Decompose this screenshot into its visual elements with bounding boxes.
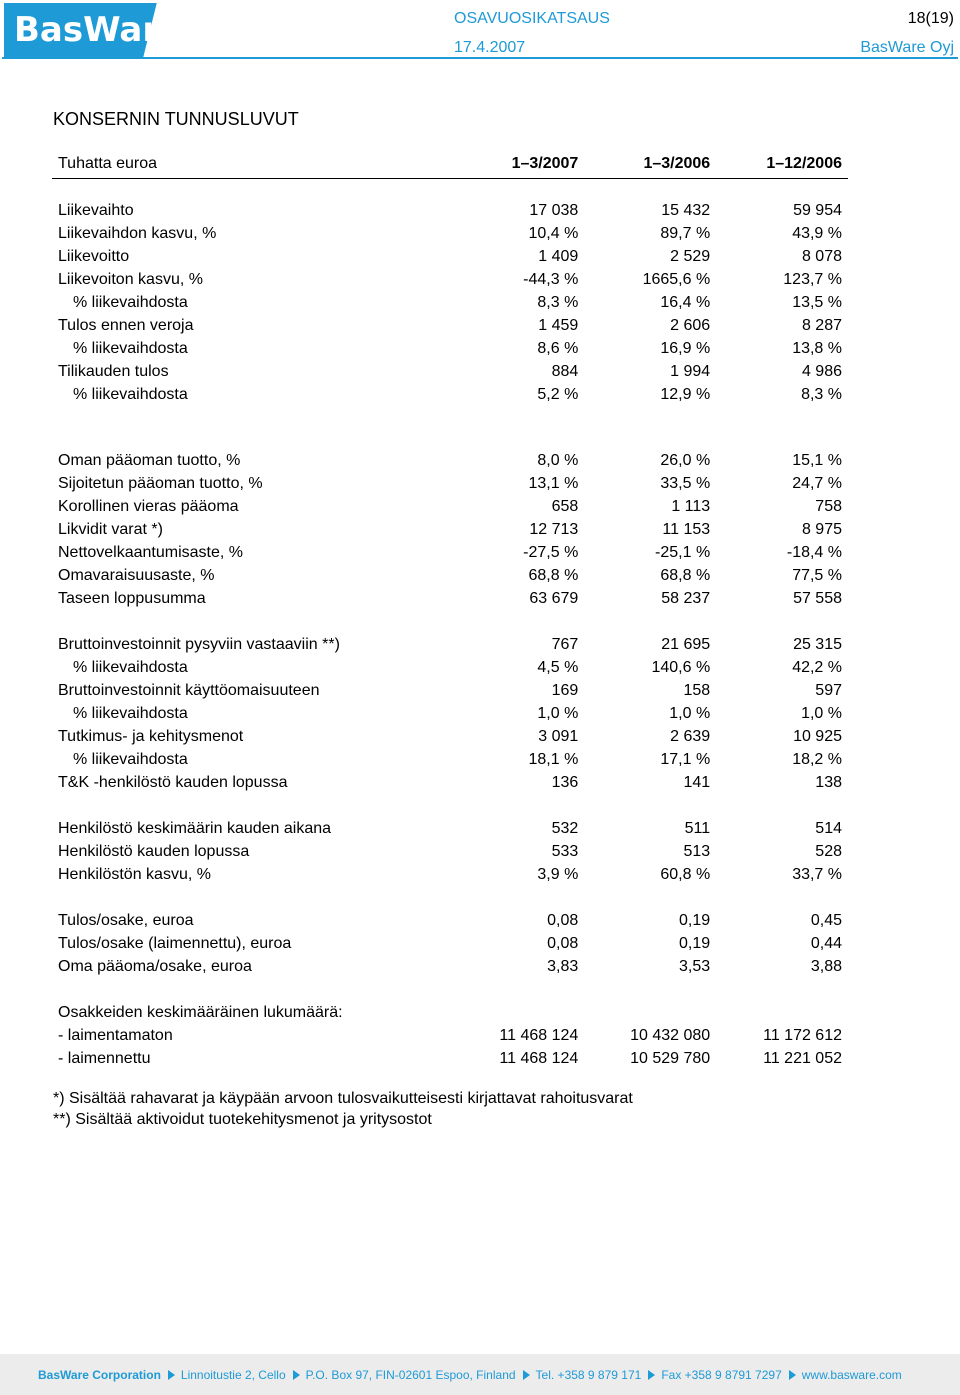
table-row	[52, 222, 848, 245]
cell-value: 3,88	[810, 958, 842, 975]
table-row	[52, 268, 848, 291]
cell-value: 11 221 052	[763, 1050, 842, 1067]
cell-value: 123,7 %	[783, 271, 842, 288]
footer-web-link[interactable]: www.basware.com	[801, 1368, 902, 1382]
footer-tel: Tel. +358 9 879 171	[535, 1368, 642, 1382]
cell-value: 597	[815, 682, 842, 699]
row-label: Oma pääoma/osake, euroa	[58, 958, 252, 975]
cell-value: 3,9 %	[537, 866, 579, 883]
cell-value: 533	[551, 843, 579, 860]
cell-value: 8 287	[801, 317, 842, 334]
row-label: Tulos ennen veroja	[58, 317, 194, 334]
table-header-row	[52, 150, 848, 179]
cell-value: -27,5 %	[523, 544, 579, 561]
table-row	[52, 725, 848, 748]
row-label: Korollinen vieras pääoma	[58, 498, 239, 515]
cell-value: 767	[551, 636, 579, 653]
cell-value: 57 558	[793, 590, 842, 607]
table-row	[52, 449, 848, 472]
table-row	[52, 633, 848, 656]
cell-value: 12,9 %	[660, 386, 711, 403]
row-label: - laimennettu	[58, 1050, 151, 1067]
table-row	[52, 1047, 848, 1070]
cell-value: 140,6 %	[651, 659, 711, 676]
cell-value: 25 315	[793, 636, 842, 653]
cell-value: 3,53	[679, 958, 711, 975]
cell-value: 3,83	[547, 958, 579, 975]
table-row	[52, 817, 848, 840]
cell-value: 11 172 612	[763, 1027, 842, 1044]
cell-value: 10 432 080	[630, 1027, 711, 1044]
cell-value: 5,2 %	[537, 386, 579, 403]
table-row	[52, 909, 848, 932]
cell-value: 68,8 %	[660, 567, 711, 584]
table-row	[52, 337, 848, 360]
footer-fax: Fax +358 9 8791 7297	[661, 1368, 782, 1382]
footer-pobox: P.O. Box 97, FIN-02601 Espoo, Finland	[305, 1368, 516, 1382]
cell-value: 43,9 %	[792, 225, 842, 242]
cell-value: 4,5 %	[537, 659, 579, 676]
cell-value: 63 679	[529, 590, 579, 607]
arrow-right-icon	[648, 1370, 655, 1380]
cell-value: 59 954	[793, 202, 842, 219]
cell-value: 0,19	[679, 912, 711, 929]
cell-value: 136	[551, 774, 579, 791]
row-label: Tilikauden tulos	[58, 363, 169, 380]
row-label: Bruttoinvestoinnit pysyviin vastaaviin **)	[58, 636, 340, 653]
cell-value: 2 639	[670, 728, 711, 745]
page-title: KONSERNIN TUNNUSLUVUT	[53, 109, 299, 129]
table-row	[52, 314, 848, 337]
column-header: 1–3/2006	[578, 150, 710, 179]
footer-company: BasWare Corporation	[38, 1368, 161, 1382]
cell-value: 158	[683, 682, 711, 699]
table-row	[52, 955, 848, 978]
cell-value: 514	[815, 820, 842, 837]
row-label: Tulos/osake, euroa	[58, 912, 194, 929]
cell-value: 658	[551, 498, 579, 515]
cell-value: 2 529	[670, 248, 711, 265]
row-label: Henkilöstö keskimäärin kauden aikana	[58, 820, 332, 837]
cell-value: 0,08	[547, 912, 579, 929]
cell-value: 758	[815, 498, 842, 515]
footer-address: Linnoitustie 2, Cello	[180, 1368, 286, 1382]
cell-value: 11 468 124	[499, 1027, 579, 1044]
cell-value: 1 113	[671, 498, 711, 515]
table-row	[52, 564, 848, 587]
cell-value: -44,3 %	[523, 271, 579, 288]
cell-value: 8,6 %	[537, 340, 579, 357]
column-header: 1–12/2006	[710, 150, 848, 179]
cell-value: 1,0 %	[537, 705, 579, 722]
row-label: % liikevaihdosta	[73, 705, 188, 722]
row-label: Liikevaihdon kasvu, %	[58, 225, 217, 242]
arrow-right-icon	[789, 1370, 796, 1380]
cell-value: 18,2 %	[792, 751, 842, 768]
table-row	[52, 245, 848, 268]
row-label: % liikevaihdosta	[73, 340, 188, 357]
cell-value: 12 713	[529, 521, 579, 538]
cell-value: 13,1 %	[528, 475, 579, 492]
cell-value: 1,0 %	[801, 705, 842, 722]
row-label: % liikevaihdosta	[73, 751, 188, 768]
table-row	[52, 360, 848, 383]
spacer-row	[52, 794, 848, 817]
row-label: % liikevaihdosta	[73, 386, 188, 403]
row-label: Tulos/osake (laimennettu), euroa	[58, 935, 292, 952]
cell-value: 10,4 %	[528, 225, 579, 242]
cell-value: 10 529 780	[630, 1050, 711, 1067]
cell-value: 18,1 %	[528, 751, 579, 768]
table-row	[52, 495, 848, 518]
logo-text: BasWare	[14, 10, 183, 50]
cell-value: 2 606	[670, 317, 711, 334]
shares-heading: Osakkeiden keskimääräinen lukumäärä:	[58, 1004, 343, 1021]
cell-value: 8,3 %	[801, 386, 842, 403]
table-row	[52, 702, 848, 725]
company-name: BasWare Oyj	[860, 39, 954, 56]
spacer-row	[52, 978, 848, 1001]
cell-value: 8,0 %	[537, 452, 579, 469]
cell-value: 141	[683, 774, 711, 791]
row-label: Taseen loppusumma	[58, 590, 206, 607]
basware-logo	[4, 3, 183, 57]
cell-value: 68,8 %	[528, 567, 579, 584]
cell-value: -18,4 %	[786, 544, 842, 561]
cell-value: 169	[551, 682, 579, 699]
row-label: Henkilöstö kauden lopussa	[58, 843, 250, 860]
cell-value: 0,08	[547, 935, 579, 952]
cell-value: 24,7 %	[792, 475, 842, 492]
report-type: OSAVUOSIKATSAUS	[454, 10, 610, 27]
row-label: Likvidit varat *)	[58, 521, 163, 538]
cell-value: 532	[551, 820, 579, 837]
cell-value: 77,5 %	[792, 567, 842, 584]
cell-value: 89,7 %	[660, 225, 711, 242]
table-row	[52, 863, 848, 886]
cell-value: 8,3 %	[537, 294, 579, 311]
row-label: Henkilöstön kasvu, %	[58, 866, 211, 883]
cell-value: 1 459	[538, 317, 579, 334]
footnote: *) Sisältää rahavarat ja käypään arvoon tulosvaikutteisesti kirjattavat rahoitusvarat	[53, 1090, 633, 1107]
cell-value: 13,5 %	[792, 294, 842, 311]
table-row	[52, 472, 848, 495]
cell-value: 884	[551, 363, 579, 380]
spacer-row	[52, 406, 848, 449]
cell-value: 8 975	[801, 521, 842, 538]
table-row	[52, 383, 848, 406]
cell-value: 17,1 %	[660, 751, 711, 768]
cell-value: 4 986	[801, 363, 842, 380]
cell-value: 1 409	[538, 248, 579, 265]
row-label: Bruttoinvestoinnit käyttöomaisuuteen	[58, 682, 320, 699]
footnote: **) Sisältää aktivoidut tuotekehitysmenot ja yritysostot	[53, 1111, 432, 1128]
cell-value: 33,7 %	[792, 866, 842, 883]
cell-value: 11 153	[662, 521, 711, 538]
cell-value: 13,8 %	[792, 340, 842, 357]
table-row	[52, 587, 848, 610]
cell-value: 60,8 %	[660, 866, 711, 883]
table-row	[52, 679, 848, 702]
spacer-row	[52, 610, 848, 633]
row-label: Oman pääoman tuotto, %	[58, 452, 241, 469]
cell-value: 17 038	[529, 202, 579, 219]
cell-value: 138	[815, 774, 842, 791]
footer-contact	[38, 1368, 902, 1382]
cell-value: 1,0 %	[669, 705, 711, 722]
page-number: 18(19)	[907, 10, 954, 27]
table-row	[52, 518, 848, 541]
spacer-row	[52, 179, 848, 200]
arrow-right-icon	[293, 1370, 300, 1380]
page-footer	[0, 1354, 960, 1395]
row-label: Tutkimus- ja kehitysmenot	[58, 728, 244, 745]
table-row	[52, 1001, 848, 1024]
row-label: Omavaraisuusaste, %	[58, 567, 215, 584]
table-body	[52, 179, 848, 1071]
row-label: Sijoitetun pääoman tuotto, %	[58, 475, 263, 492]
arrow-right-icon	[523, 1370, 530, 1380]
row-label: Liikevaihto	[58, 202, 134, 219]
cell-value: 0,19	[679, 935, 711, 952]
table-row	[52, 199, 848, 222]
unit-label: Tuhatta euroa	[52, 150, 454, 179]
cell-value: 58 237	[661, 590, 711, 607]
header-divider	[2, 57, 958, 59]
cell-value: 26,0 %	[660, 452, 711, 469]
row-label: % liikevaihdosta	[73, 294, 188, 311]
table-row	[52, 748, 848, 771]
table-row	[52, 656, 848, 679]
table-row	[52, 771, 848, 794]
row-label: Liikevoiton kasvu, %	[58, 271, 203, 288]
spacer-row	[52, 886, 848, 909]
table-row	[52, 1024, 848, 1047]
cell-value: 1665,6 %	[642, 271, 711, 288]
cell-value: 16,9 %	[660, 340, 711, 357]
table-row	[52, 541, 848, 564]
arrow-right-icon	[168, 1370, 175, 1380]
column-header: 1–3/2007	[454, 150, 578, 179]
cell-value: 1 994	[670, 363, 711, 380]
table-row	[52, 291, 848, 314]
cell-value: 42,2 %	[792, 659, 842, 676]
row-label: Nettovelkaantumisaste, %	[58, 544, 243, 561]
cell-value: 33,5 %	[660, 475, 711, 492]
cell-value: 8 078	[801, 248, 842, 265]
cell-value: -25,1 %	[655, 544, 711, 561]
cell-value: 528	[815, 843, 842, 860]
cell-value: 16,4 %	[660, 294, 711, 311]
row-label: T&K -henkilöstö kauden lopussa	[58, 774, 288, 791]
cell-value: 0,44	[810, 935, 842, 952]
cell-value: 0,45	[810, 912, 842, 929]
cell-value: 10 925	[793, 728, 842, 745]
cell-value: 11 468 124	[499, 1050, 579, 1067]
row-label: % liikevaihdosta	[73, 659, 188, 676]
cell-value: 3 091	[538, 728, 579, 745]
row-label: Liikevoitto	[58, 248, 130, 265]
report-date: 17.4.2007	[454, 39, 526, 56]
cell-value: 15,1 %	[792, 452, 842, 469]
table-row	[52, 932, 848, 955]
row-label: - laimentamaton	[58, 1027, 173, 1044]
cell-value: 15 432	[661, 202, 711, 219]
footnotes	[53, 1088, 633, 1130]
cell-value: 511	[684, 820, 711, 837]
table-row	[52, 840, 848, 863]
key-figures-table	[52, 150, 848, 1070]
cell-value: 513	[683, 843, 711, 860]
cell-value: 21 695	[661, 636, 711, 653]
